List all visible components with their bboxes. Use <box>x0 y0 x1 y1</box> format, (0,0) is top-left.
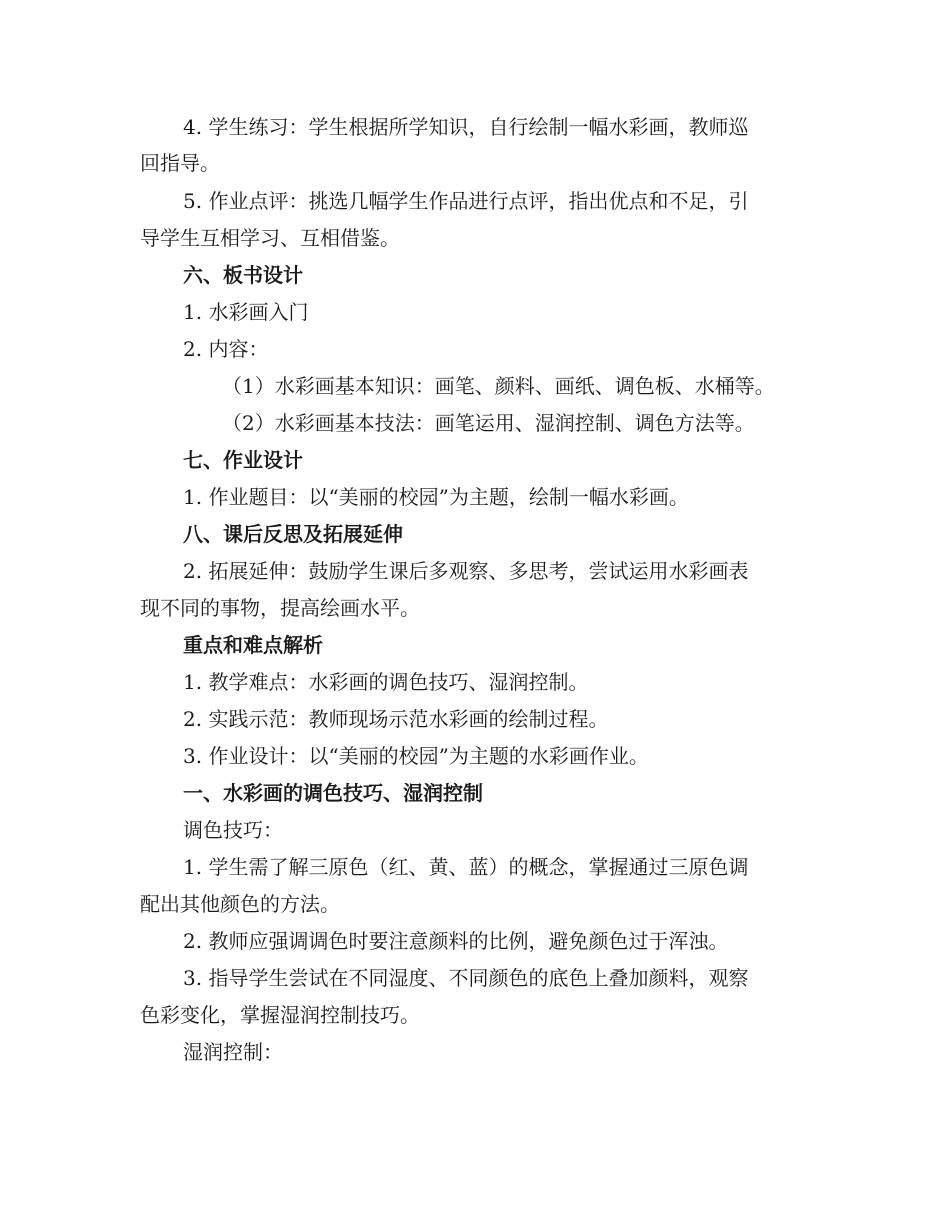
paragraph-line: （2）水彩画基本技法：画笔运用、湿润控制、调色方法等。 <box>222 411 755 435</box>
section-heading: 六、板书设计 <box>183 263 303 287</box>
paragraph-line: 2. 教师应强调调色时要注意颜料的比例，避免颜色过于浑浊。 <box>183 929 729 953</box>
section-heading: 七、作业设计 <box>183 448 303 472</box>
paragraph-line: 2. 实践示范：教师现场示范水彩画的绘制过程。 <box>183 707 609 731</box>
paragraph-line: 调色技巧： <box>183 818 283 842</box>
paragraph-line: 1. 水彩画入门 <box>183 300 309 324</box>
section-heading: 重点和难点解析 <box>183 633 323 657</box>
paragraph-line: 配出其他颜色的方法。 <box>140 892 340 916</box>
paragraph-line: 1. 教学难点：水彩画的调色技巧、湿润控制。 <box>183 670 589 694</box>
paragraph-line: 现不同的事物，提高绘画水平。 <box>140 596 420 620</box>
section-heading: 八、课后反思及拓展延伸 <box>183 522 403 546</box>
paragraph-line: 3. 指导学生尝试在不同湿度、不同颜色的底色上叠加颜料，观察 <box>183 966 749 990</box>
paragraph-line: 1. 学生需了解三原色（红、黄、蓝）的概念，掌握通过三原色调 <box>183 855 749 879</box>
paragraph-line: 回指导。 <box>140 151 220 175</box>
section-heading: 一、水彩画的调色技巧、湿润控制 <box>183 781 483 805</box>
paragraph-line: 4. 学生练习：学生根据所学知识，自行绘制一幅水彩画，教师巡 <box>183 115 749 139</box>
paragraph-line: 2. 拓展延伸：鼓励学生课后多观察、多思考，尝试运用水彩画表 <box>183 559 749 583</box>
paragraph-line: （1）水彩画基本知识：画笔、颜料、画纸、调色板、水桶等。 <box>222 374 775 398</box>
paragraph-line: 2. 内容： <box>183 337 269 361</box>
paragraph-line: 1. 作业题目：以“美丽的校园”为主题，绘制一幅水彩画。 <box>183 485 689 509</box>
paragraph-line: 导学生互相学习、互相借鉴。 <box>140 226 400 250</box>
paragraph-line: 湿润控制： <box>183 1040 283 1064</box>
paragraph-line: 3. 作业设计：以“美丽的校园”为主题的水彩画作业。 <box>183 744 649 768</box>
paragraph-line: 色彩变化，掌握湿润控制技巧。 <box>140 1003 420 1027</box>
paragraph-line: 5. 作业点评：挑选几幅学生作品进行点评，指出优点和不足，引 <box>183 189 749 213</box>
